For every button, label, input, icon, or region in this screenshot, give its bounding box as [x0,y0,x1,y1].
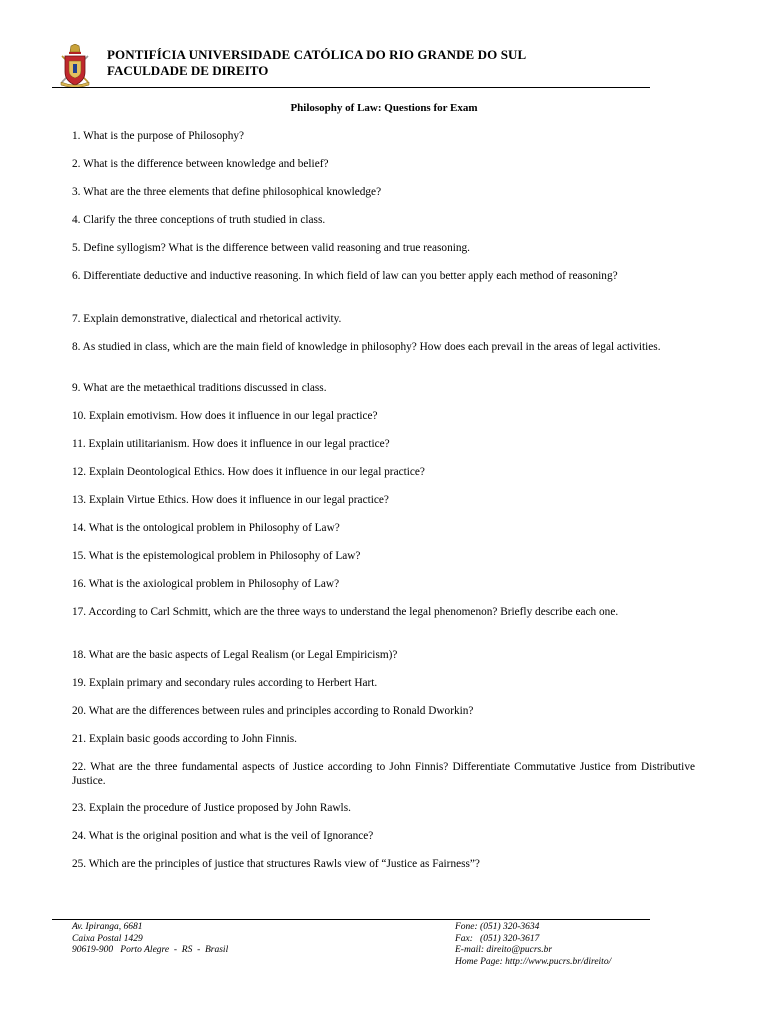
institution-name: PONTIFÍCIA UNIVERSIDADE CATÓLICA DO RIO GRANDE DO SUL [107,47,527,62]
contact-email[interactable]: E-mail: direito@pucrs.br [455,945,553,955]
question-item: 23. Explain the procedure of Justice proposed by John Rawls. [72,802,351,814]
question-item: 7. Explain demonstrative, dialectical and rhetorical activity. [72,313,342,325]
footer-contact [455,922,611,968]
question-item: 22. What are the three fundamental aspects of Justice according to John Finnis? Differentiate Commutative Justice from Distributive Justice. [72,761,695,787]
question-item: 2. What is the difference between knowledge and belief? [72,158,329,170]
question-item: 1. What is the purpose of Philosophy? [72,130,245,142]
question-item: 10. Explain emotivism. How does it influence in our legal practice? [72,410,378,422]
faculty-name: FACULDADE DE DIREITO [107,63,269,78]
question-item: 9. What are the metaethical traditions discussed in class. [72,382,327,394]
question-item: 20. What are the differences between rules and principles according to Ronald Dworkin? [72,705,474,717]
footer-divider [52,919,650,920]
question-item: 8. As studied in class, which are the main field of knowledge in philosophy? How does each prevail in the areas of legal activities. [72,341,661,353]
question-item: 12. Explain Deontological Ethics. How does it influence in our legal practice? [72,466,425,478]
question-item: 25. Which are the principles of justice that structures Rawls view of “Justice as Fairness”? [72,858,480,870]
question-item: 16. What is the axiological problem in Philosophy of Law? [72,578,340,590]
contact-homepage[interactable]: Home Page: http://www.pucrs.br/direito/ [455,956,612,967]
address-line: 90619-900 Porto Alegre - RS - Brasil [72,945,229,955]
header-divider [52,87,650,88]
contact-fax: Fax: (051) 320-3617 [455,933,540,944]
question-item: 15. What is the epistemological problem in Philosophy of Law? [72,550,361,562]
question-item: 14. What is the ontological problem in Philosophy of Law? [72,522,340,534]
question-item: 3. What are the three elements that define philosophical knowledge? [72,186,382,198]
question-item: 4. Clarify the three conceptions of truth studied in class. [72,214,326,226]
university-crest-icon [58,44,92,88]
contact-phone: Fone: (051) 320-3634 [455,922,540,932]
question-item: 6. Differentiate deductive and inductive reasoning. In which field of law can you better apply each method of reasoning? [72,270,618,282]
footer-address [72,922,228,957]
question-item: 24. What is the original position and what is the veil of Ignorance? [72,830,374,842]
address-line: Av. Ipiranga, 6681 [72,922,143,932]
address-line: Caixa Postal 1429 [72,933,143,944]
document-title: Philosophy of Law: Questions for Exam [290,102,478,114]
question-item: 21. Explain basic goods according to John Finnis. [72,733,297,745]
question-item: 17. According to Carl Schmitt, which are the three ways to understand the legal phenomenon? Briefly describe each one. [72,606,619,618]
question-item: 11. Explain utilitarianism. How does it influence in our legal practice? [72,438,390,450]
question-item: 13. Explain Virtue Ethics. How does it influence in our legal practice? [72,494,389,506]
question-item: 5. Define syllogism? What is the difference between valid reasoning and true reasoning. [72,242,470,254]
question-item: 19. Explain primary and secondary rules according to Herbert Hart. [72,677,378,689]
question-item: 18. What are the basic aspects of Legal Realism (or Legal Empiricism)? [72,649,398,661]
